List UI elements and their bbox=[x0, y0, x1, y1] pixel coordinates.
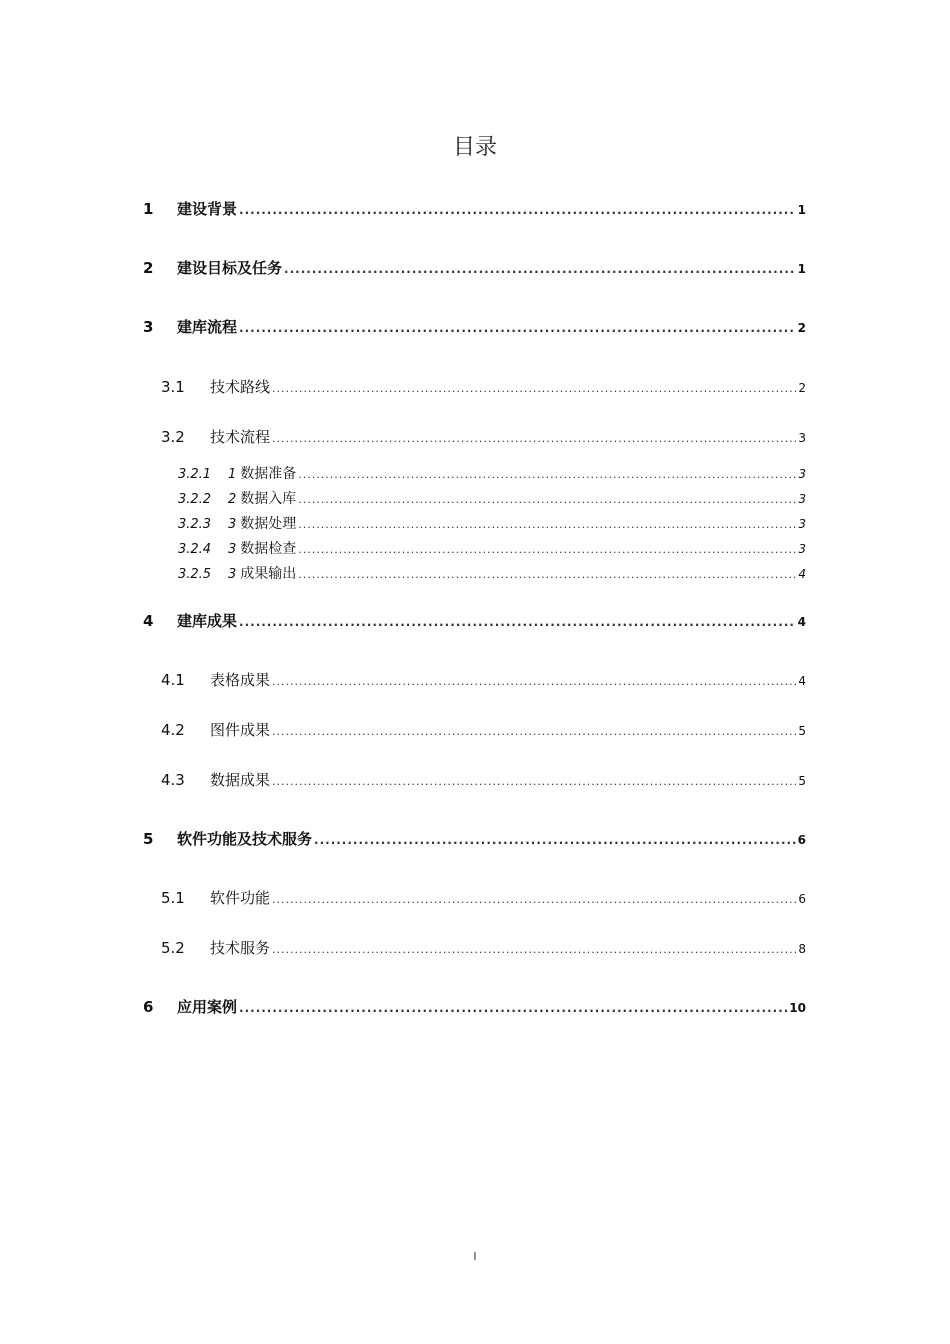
toc-number: 3.2.5 bbox=[178, 567, 212, 582]
toc-entry-3-2-1[interactable] bbox=[178, 463, 806, 483]
toc-label: 建设背景 bbox=[177, 200, 238, 218]
toc-number: 4.2 bbox=[161, 721, 185, 739]
toc-label-text: 成果输出 bbox=[240, 566, 297, 582]
dot-leader bbox=[239, 203, 796, 217]
toc-label: 软件功能 bbox=[210, 889, 271, 907]
toc-label-text: 数据处理 bbox=[240, 516, 297, 532]
dot-leader bbox=[298, 468, 796, 481]
toc-number: 3.2.2 bbox=[178, 492, 212, 507]
dot-leader bbox=[272, 893, 796, 906]
toc-entry-3-2[interactable] bbox=[161, 426, 806, 447]
toc-number: 3.2.4 bbox=[178, 542, 212, 557]
toc-label: 建库流程 bbox=[177, 318, 238, 336]
toc-number: 3.2.3 bbox=[178, 517, 212, 532]
toc-label: 表格成果 bbox=[210, 671, 271, 689]
toc-entry-5-2[interactable] bbox=[161, 937, 806, 958]
toc-page: 2 bbox=[797, 321, 806, 335]
toc-prefix: 3 bbox=[228, 517, 237, 532]
toc-label bbox=[228, 538, 296, 558]
toc-title: 目录 bbox=[452, 135, 497, 160]
toc-label-text: 数据检查 bbox=[240, 541, 297, 557]
toc-label: 应用案例 bbox=[177, 998, 238, 1016]
toc-number: 1 bbox=[143, 200, 154, 218]
toc-number: 3.2 bbox=[161, 428, 185, 446]
dot-leader bbox=[298, 493, 796, 506]
toc-prefix: 1 bbox=[228, 467, 237, 482]
toc-number: 5.2 bbox=[161, 939, 185, 957]
toc-page: 3 bbox=[798, 542, 806, 556]
toc-label: 数据成果 bbox=[210, 771, 271, 789]
toc-page: 4 bbox=[798, 567, 806, 581]
dot-leader bbox=[272, 382, 796, 395]
toc-prefix: 2 bbox=[228, 492, 237, 507]
dot-leader bbox=[272, 432, 796, 445]
toc-prefix: 3 bbox=[228, 542, 237, 557]
toc-entry-3-2-2[interactable] bbox=[178, 488, 806, 508]
dot-leader bbox=[284, 262, 796, 276]
toc-page: 1 bbox=[797, 203, 806, 217]
dot-leader bbox=[298, 568, 796, 581]
toc-label bbox=[228, 463, 296, 483]
toc-entry-3-2-5[interactable] bbox=[178, 563, 806, 583]
dot-leader bbox=[314, 833, 796, 847]
toc-label-text: 数据准备 bbox=[240, 466, 297, 482]
toc-label: 建设目标及任务 bbox=[177, 259, 283, 277]
dot-leader bbox=[298, 543, 796, 556]
toc-number: 6 bbox=[143, 998, 154, 1016]
toc-number: 5.1 bbox=[161, 889, 185, 907]
toc-entry-1[interactable] bbox=[143, 198, 806, 219]
dot-leader bbox=[272, 943, 796, 956]
toc-label: 技术流程 bbox=[210, 428, 271, 446]
toc-page: 3 bbox=[798, 492, 806, 506]
toc-label: 图件成果 bbox=[210, 721, 271, 739]
toc-page: 3 bbox=[798, 431, 806, 445]
toc-number: 4.3 bbox=[161, 771, 185, 789]
toc-label bbox=[228, 563, 296, 583]
toc-number: 4 bbox=[143, 612, 154, 630]
toc-entry-2[interactable] bbox=[143, 257, 806, 278]
toc-page: 6 bbox=[797, 833, 806, 847]
toc-label bbox=[228, 488, 296, 508]
toc-label: 软件功能及技术服务 bbox=[177, 830, 313, 848]
toc-label-text: 数据入库 bbox=[240, 491, 297, 507]
toc-number: 5 bbox=[143, 830, 154, 848]
toc-entry-6[interactable] bbox=[143, 996, 806, 1017]
toc-entry-4-3[interactable] bbox=[161, 769, 806, 790]
toc-label bbox=[228, 513, 296, 533]
toc-page: 4 bbox=[798, 674, 806, 688]
dot-leader bbox=[239, 321, 796, 335]
toc-number: 3.1 bbox=[161, 378, 185, 396]
toc-number: 4.1 bbox=[161, 671, 185, 689]
toc-entry-3[interactable] bbox=[143, 316, 806, 337]
toc-page: 4 bbox=[797, 615, 806, 629]
toc-page: 3 bbox=[798, 467, 806, 481]
toc-entry-3-2-3[interactable] bbox=[178, 513, 806, 533]
dot-leader bbox=[272, 675, 796, 688]
toc-entry-5-1[interactable] bbox=[161, 887, 806, 908]
toc-entry-4-1[interactable] bbox=[161, 669, 806, 690]
toc-number: 3 bbox=[143, 318, 154, 336]
toc-label: 建库成果 bbox=[177, 612, 238, 630]
toc-entry-3-2-4[interactable] bbox=[178, 538, 806, 558]
toc-page: 5 bbox=[798, 774, 806, 788]
toc-page: 8 bbox=[798, 942, 806, 956]
dot-leader bbox=[272, 725, 796, 738]
dot-leader bbox=[298, 518, 796, 531]
toc-entry-3-1[interactable] bbox=[161, 376, 806, 397]
dot-leader bbox=[239, 1001, 787, 1015]
toc-page: 6 bbox=[798, 892, 806, 906]
toc-prefix: 3 bbox=[228, 567, 237, 582]
toc-page: 10 bbox=[789, 1001, 806, 1015]
page-number: I bbox=[473, 1250, 477, 1263]
toc-number: 3.2.1 bbox=[178, 467, 212, 482]
toc-entry-4-2[interactable] bbox=[161, 719, 806, 740]
toc-entry-5[interactable] bbox=[143, 828, 806, 849]
toc-label: 技术服务 bbox=[210, 939, 271, 957]
toc-entry-4[interactable] bbox=[143, 610, 806, 631]
toc-page: 1 bbox=[797, 262, 806, 276]
toc-page: 2 bbox=[798, 381, 806, 395]
toc-page: 5 bbox=[798, 724, 806, 738]
toc-number: 2 bbox=[143, 259, 154, 277]
dot-leader bbox=[272, 775, 796, 788]
dot-leader bbox=[239, 615, 796, 629]
toc-label: 技术路线 bbox=[210, 378, 271, 396]
toc-page: 3 bbox=[798, 517, 806, 531]
